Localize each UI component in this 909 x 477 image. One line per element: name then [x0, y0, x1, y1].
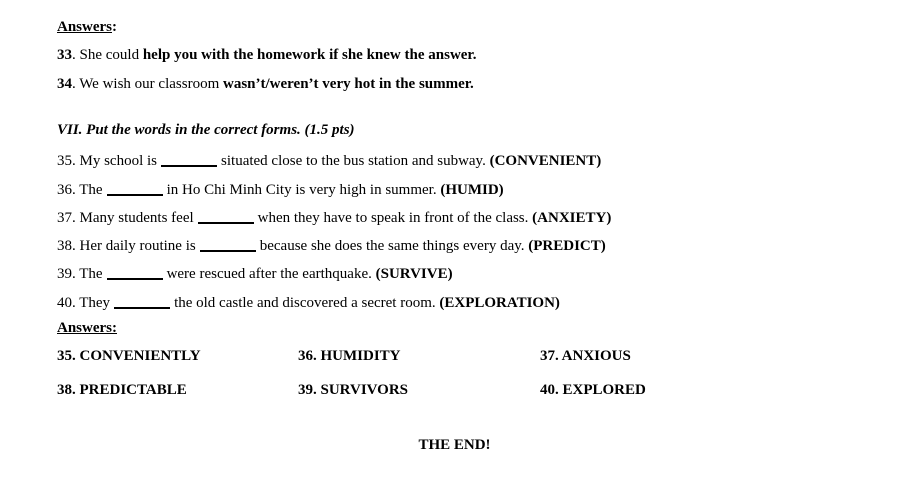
answer-key-39: 39. SURVIVORS [298, 382, 409, 398]
answer-blank [200, 236, 256, 252]
answer-34 [57, 75, 474, 93]
question-rest: in Ho Chi Minh City is very high in summer. [166, 182, 437, 198]
answer-bold-text: help you with the homework if she knew the answer. [142, 47, 477, 63]
answer-blank [107, 264, 163, 280]
word-hint: (SURVIVE) [375, 266, 453, 282]
word-hint: (PREDICT) [528, 238, 606, 254]
answer-bold-text: wasn’t/weren’t very hot in the summer. [223, 76, 474, 92]
question-rest: were rescued after the earthquake. [166, 266, 372, 282]
answer-blank [161, 151, 217, 167]
answer-blank [198, 208, 254, 224]
question-rest: because she does the same things every day. [259, 238, 525, 254]
question-39 [57, 262, 453, 283]
answers-heading-label: Answers [57, 19, 112, 35]
answer-number: 33 [57, 47, 72, 63]
answer-key-35: 35. CONVENIENTLY [57, 348, 201, 364]
answer-text: . We wish our classroom [72, 76, 223, 92]
question-40 [57, 291, 560, 312]
answers-heading-colon: : [112, 19, 117, 35]
answer-key-36: 36. HUMIDITY [298, 348, 401, 364]
question-rest: the old castle and discovered a secret room. [174, 295, 436, 311]
question-35 [57, 149, 601, 170]
question-37 [57, 206, 611, 227]
answers-heading-1 [57, 18, 117, 36]
question-rest: situated close to the bus station and subway. [221, 153, 486, 169]
the-end-text: THE END! [418, 437, 491, 453]
answer-number: 34 [57, 76, 72, 92]
question-rest: when they have to speak in front of the class. [257, 210, 529, 226]
word-hint: (EXPLORATION) [439, 295, 560, 311]
answer-key-38: 38. PREDICTABLE [57, 382, 187, 398]
answer-33 [57, 46, 476, 64]
question-36 [57, 178, 504, 199]
question-stem: 37. Many students feel [57, 210, 194, 226]
answer-blank [114, 293, 170, 309]
question-stem: 35. My school is [57, 153, 158, 169]
word-hint: (ANXIETY) [532, 210, 612, 226]
question-stem: 40. They [57, 295, 111, 311]
section-heading: VII. Put the words in the correct forms. (1.5 pts) [57, 122, 355, 138]
question-stem: 39. The [57, 266, 103, 282]
answer-key-37: 37. ANXIOUS [540, 348, 631, 364]
answers-heading-label: Answers: [57, 320, 117, 336]
question-stem: 38. Her daily routine is [57, 238, 196, 254]
answer-text: . She could [72, 47, 143, 63]
question-38 [57, 234, 606, 255]
word-hint: (HUMID) [440, 182, 504, 198]
answer-blank [107, 180, 163, 196]
question-stem: 36. The [57, 182, 103, 198]
answers-heading-2 [57, 319, 117, 337]
answer-key-40: 40. EXPLORED [540, 382, 646, 398]
word-hint: (CONVENIENT) [489, 153, 602, 169]
